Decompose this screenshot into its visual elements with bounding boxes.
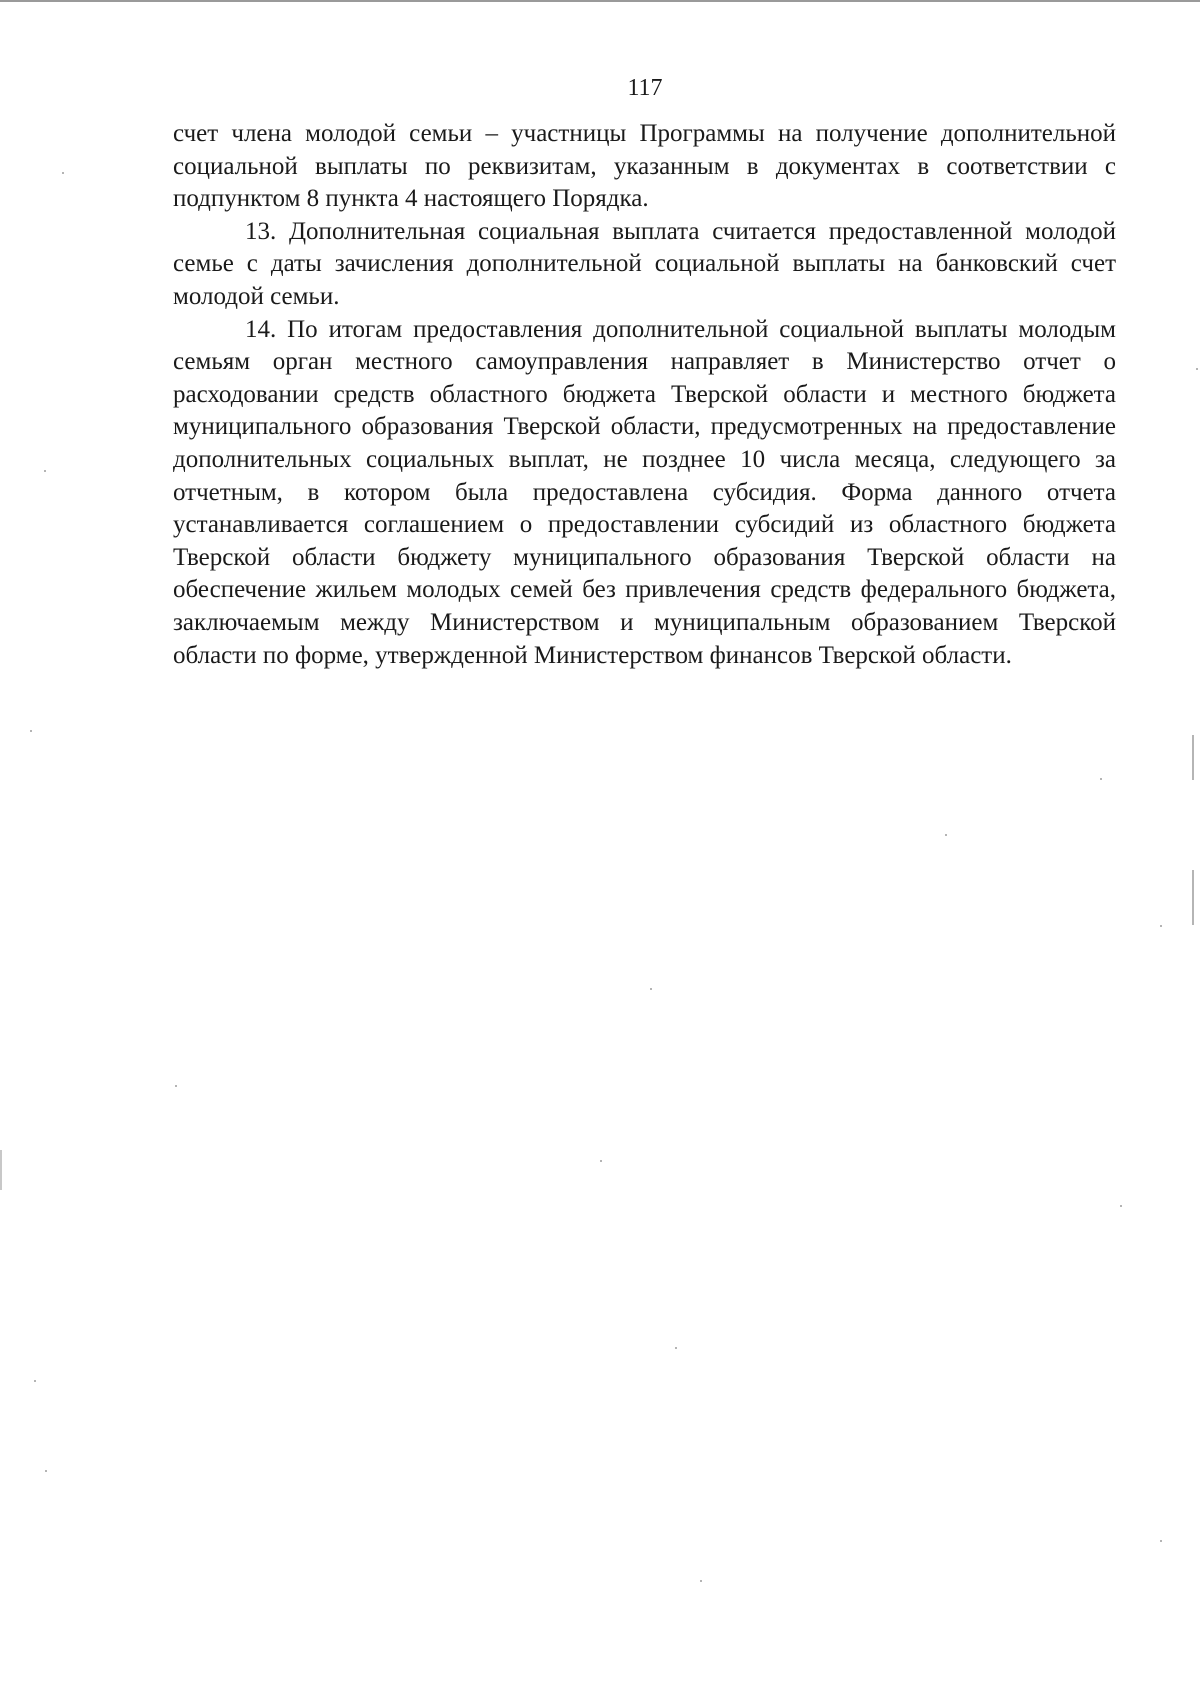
paragraph-14: 14. По итогам предоставления дополнительной социальной выплаты молодым семьям орган местного самоуправления направляет в Министерство отчет о расходовании средств областного бюджета Тверской области и местного бюджета муниципального образования Тверской области, предусмотренных на предоставление дополнительных социальных выплат, не позднее 10 числа месяца, следующего за отчетным, в котором была предоставлена субсидия. Форма данного отчета устанавливается соглашением о предоставлении субсидий из областного бюджета Тверской области бюджету муниципального образования Тверской области на обеспечение жильем молодых семей без привлечения средств федерального бюджета, заключаемым между Министерством и муниципальным образованием Тверской области по форме, утвержденной Министерством финансов Тверской области. [173, 315, 1116, 669]
page-number: 117 [627, 75, 663, 101]
scan-edge-mark [1192, 870, 1194, 925]
scan-speck [600, 1160, 602, 1162]
scan-speck [62, 172, 64, 174]
paragraph-13: 13. Дополнительная социальная выплата считается предоставленной молодой семье с даты зачисления дополнительной социальной выплаты на банковский счет молодой семьи. [173, 217, 1116, 310]
scan-edge-mark [1192, 735, 1194, 780]
scan-edge-mark [0, 1150, 2, 1190]
scan-speck [30, 730, 32, 732]
scan-speck [175, 1085, 177, 1087]
scan-speck [1160, 925, 1162, 927]
scan-speck [700, 1580, 702, 1582]
scan-speck [1100, 778, 1102, 780]
document-body [173, 118, 1116, 672]
paragraph-continuation: счет члена молодой семьи – участницы Программы на получение дополнительной социальной выплаты по реквизитам, указанным в документах в соответствии с подпунктом 8 пункта 4 настоящего Порядка. [173, 120, 1116, 213]
scan-speck [45, 1470, 47, 1472]
scan-speck [945, 834, 947, 836]
scan-top-edge [0, 0, 1200, 2]
scan-speck [34, 1380, 36, 1382]
scan-speck [675, 1347, 677, 1349]
scan-speck [650, 988, 652, 990]
scan-speck [1196, 368, 1198, 370]
scan-speck [1120, 1205, 1122, 1207]
scan-speck [44, 470, 46, 472]
scan-speck [1160, 1540, 1162, 1542]
